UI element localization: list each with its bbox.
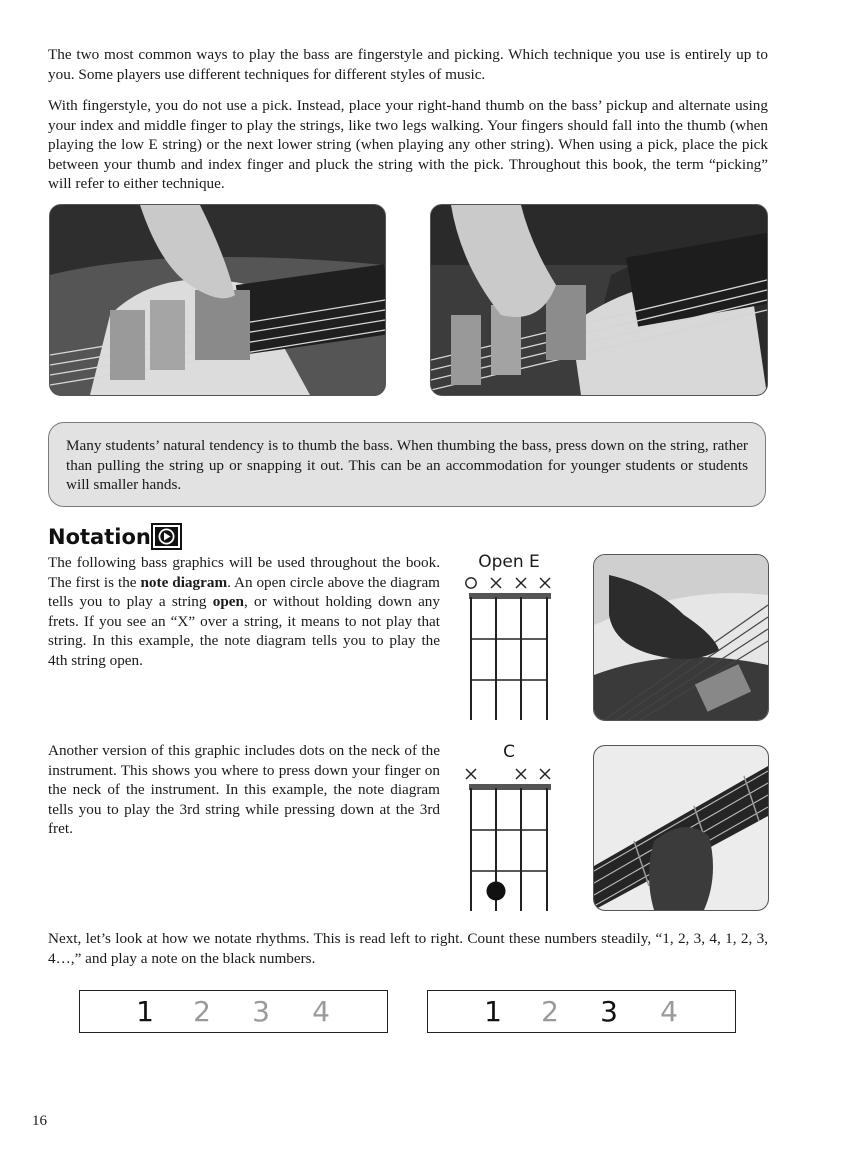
rhythm-bar-1 [79, 990, 388, 1033]
play-icon[interactable] [151, 523, 182, 550]
beat-2: 2 [193, 995, 211, 1028]
c-note-photo [593, 745, 769, 911]
nut [469, 784, 551, 790]
mute-marker [540, 769, 550, 779]
beat-4: 4 [312, 995, 330, 1028]
page-number: 16 [32, 1113, 47, 1129]
tip-text: Many students’ natural tendency is to thumb the bass. When thumbing the bass, press down on the string, rather than pulling the string up or snapping it out. This can be an accommodation for younger students or students will smaller hands. [66, 437, 748, 493]
intro-paragraph-2: With fingerstyle, you do not use a pick. Instead, place your right-hand thumb on the bass’ pickup and alternate using your index and middle finger to play the strings, like two legs walking. Your fingers should fall into the thumb (when playing the low E string) or the next lower string (when playing any other string). When using a pick, place the pick between your thumb and index finger and pluck the string with the pick. Throughout this book, the term “picking” will refer to either technique. [48, 97, 768, 192]
mute-marker [516, 578, 526, 588]
string-markers [466, 578, 550, 588]
beat-4: 4 [660, 995, 678, 1028]
rhythm-bar-2 [427, 990, 736, 1033]
beat-3: 3 [252, 995, 270, 1028]
rhythm-paragraph: Next, let’s look at how we notate rhythms. This is read left to right. Count these numbers steadily, “1, 2, 3, 4, 1, 2, 3, 4…,” and play a note on the black numbers. [48, 930, 768, 967]
mute-marker [516, 769, 526, 779]
note-diagram-c [463, 764, 558, 919]
diagram-title-open-e: Open E [478, 552, 540, 572]
picking-photo [430, 204, 768, 396]
beat-3: 3 [600, 995, 618, 1028]
beat-2: 2 [541, 995, 559, 1028]
mute-marker [466, 769, 476, 779]
mute-marker [540, 578, 550, 588]
diagram-title-c: C [503, 742, 515, 762]
note-diagram-paragraph: The following bass graphics will be used throughout the book. The first is the note diagram. An open circle above the diagram tells you to play a string open, or without holding down any frets. If you see an “X” over a string, it means to not play that string. In this example, the note diagram tells you to play the 4th string open. [48, 554, 440, 669]
mute-marker [491, 578, 501, 588]
fret-dot [487, 882, 506, 901]
intro-paragraph-1: The two most common ways to play the bass are fingerstyle and picking. Which technique you use is entirely up to you. Some players use different techniques for different styles of music. [48, 46, 768, 83]
nut [469, 593, 551, 599]
beat-1: 1 [484, 995, 502, 1028]
notation-heading: Notation [48, 525, 151, 549]
open-string-marker [466, 578, 476, 588]
fingerstyle-photo [49, 204, 386, 396]
beat-1: 1 [136, 995, 154, 1028]
dot-diagram-paragraph: Another version of this graphic includes dots on the neck of the instrument. This shows you where to press down your finger on the neck of the instrument. In this example, the note diagram tells you to play the 3rd string while pressing down at the 3rd fret. [48, 742, 440, 837]
tip-box [48, 422, 766, 507]
open-e-photo [593, 554, 769, 721]
note-diagram-open-e [463, 573, 558, 728]
string-markers [466, 769, 550, 779]
